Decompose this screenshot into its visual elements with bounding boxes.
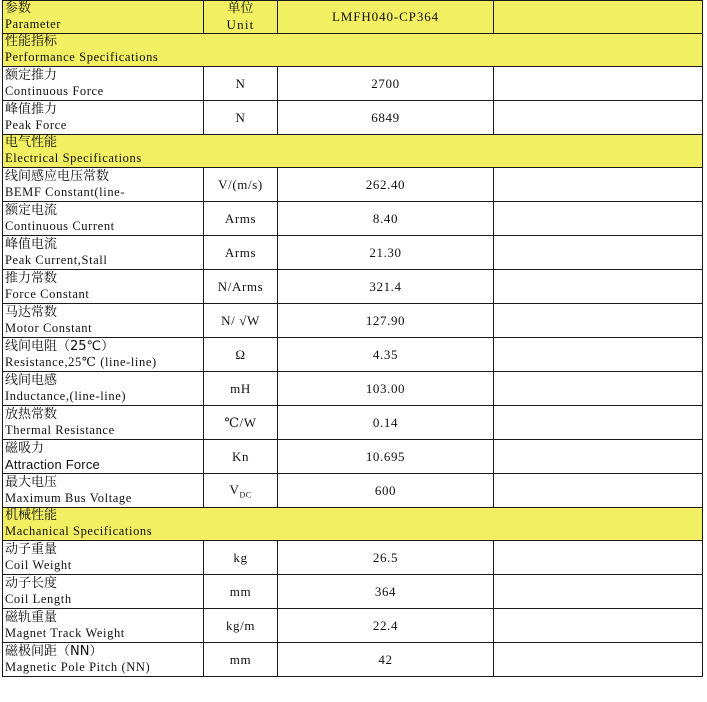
param-zh: 动子长度 xyxy=(5,575,58,591)
table-row xyxy=(3,609,703,643)
unit-cell: mm xyxy=(204,575,278,609)
table-row xyxy=(3,338,703,372)
unit-cell: kg xyxy=(204,541,278,575)
unit-cell: ℃/W xyxy=(204,406,278,440)
unit-cell: N xyxy=(204,67,278,101)
param-header-en: Parameter xyxy=(5,17,62,31)
empty-cell xyxy=(494,643,703,677)
value-cell: 6849 xyxy=(278,101,494,135)
param-cell xyxy=(3,202,204,236)
table-row xyxy=(3,236,703,270)
param-en: Motor Constant xyxy=(5,320,93,335)
value-cell: 10.695 xyxy=(278,440,494,474)
section-title xyxy=(3,34,703,67)
empty-cell xyxy=(494,609,703,643)
empty-cell xyxy=(494,406,703,440)
param-cell xyxy=(3,236,204,270)
unit-cell: V/(m/s) xyxy=(204,168,278,202)
param-cell xyxy=(3,304,204,338)
value-cell: 22.4 xyxy=(278,609,494,643)
unit-cell: mH xyxy=(204,372,278,406)
empty-cell xyxy=(494,101,703,135)
param-en: Resistance,25℃ (line-line) xyxy=(5,354,157,369)
param-zh: 线间感应电压常数 xyxy=(5,168,110,184)
param-zh: 峰值电流 xyxy=(5,236,58,252)
table-row xyxy=(3,304,703,338)
empty-cell xyxy=(494,474,703,508)
value-cell: 2700 xyxy=(278,67,494,101)
param-header xyxy=(3,1,204,34)
table-row xyxy=(3,67,703,101)
table-row xyxy=(3,372,703,406)
section-title-en: Machanical Specifications xyxy=(5,524,153,538)
unit-cell: Arms xyxy=(204,202,278,236)
table-row xyxy=(3,575,703,609)
table-row xyxy=(3,202,703,236)
empty-cell xyxy=(494,168,703,202)
param-cell xyxy=(3,372,204,406)
unit-header-en: Unit xyxy=(226,17,255,32)
value-cell: 21.30 xyxy=(278,236,494,270)
section-title xyxy=(3,135,703,168)
extra-header xyxy=(494,1,703,34)
value-cell: 364 xyxy=(278,575,494,609)
empty-cell xyxy=(494,575,703,609)
unit-subscript: DC xyxy=(239,490,252,500)
param-en: Force Constant xyxy=(5,286,90,301)
table-row xyxy=(3,541,703,575)
unit-cell: N/Arms xyxy=(204,270,278,304)
table-row xyxy=(3,101,703,135)
param-en: Attraction Force xyxy=(5,456,100,472)
param-en: Maximum Bus Voltage xyxy=(5,490,132,505)
param-cell xyxy=(3,541,204,575)
table-row xyxy=(3,440,703,474)
value-cell: 8.40 xyxy=(278,202,494,236)
param-zh: 磁极间距（NN） xyxy=(5,643,103,659)
param-zh: 线间电感 xyxy=(5,372,58,388)
value-cell: 127.90 xyxy=(278,304,494,338)
param-cell xyxy=(3,575,204,609)
param-en: Continuous Current xyxy=(5,218,115,233)
param-zh: 推力常数 xyxy=(5,270,58,286)
param-en: Magnetic Pole Pitch (NN) xyxy=(5,659,151,674)
param-cell xyxy=(3,474,204,508)
unit-cell: N/ √W xyxy=(204,304,278,338)
param-cell xyxy=(3,406,204,440)
param-cell xyxy=(3,101,204,135)
unit-cell: Kn xyxy=(204,440,278,474)
empty-cell xyxy=(494,202,703,236)
param-cell xyxy=(3,440,204,474)
table-row xyxy=(3,270,703,304)
value-cell: 0.14 xyxy=(278,406,494,440)
param-zh: 额定推力 xyxy=(5,67,58,83)
section-title-zh: 性能指标 xyxy=(5,34,58,49)
param-en: Thermal Resistance xyxy=(5,422,115,437)
section-electrical xyxy=(3,135,703,168)
table-row xyxy=(3,168,703,202)
unit-cell xyxy=(204,474,278,508)
model-header: LMFH040-CP364 xyxy=(278,1,494,34)
param-cell xyxy=(3,338,204,372)
value-cell: 600 xyxy=(278,474,494,508)
section-mechanical xyxy=(3,508,703,541)
empty-cell xyxy=(494,67,703,101)
section-title-zh: 机械性能 xyxy=(5,508,58,523)
spec-table xyxy=(2,0,703,677)
param-zh: 峰值推力 xyxy=(5,101,58,117)
section-title-zh: 电气性能 xyxy=(5,135,58,150)
unit-cell: Arms xyxy=(204,236,278,270)
section-title xyxy=(3,508,703,541)
empty-cell xyxy=(494,440,703,474)
param-zh: 线间电阻（25℃） xyxy=(5,338,115,354)
param-zh: 磁轨重量 xyxy=(5,609,58,625)
section-title-en: Electrical Specifications xyxy=(5,151,142,165)
param-zh: 放热常数 xyxy=(5,406,58,422)
param-header-zh: 参数 xyxy=(5,1,32,16)
param-cell xyxy=(3,643,204,677)
unit-header xyxy=(204,1,278,34)
value-cell: 103.00 xyxy=(278,372,494,406)
value-cell: 4.35 xyxy=(278,338,494,372)
param-cell xyxy=(3,609,204,643)
empty-cell xyxy=(494,236,703,270)
param-en: Peak Current,Stall xyxy=(5,252,108,267)
empty-cell xyxy=(494,304,703,338)
section-title-en: Performance Specifications xyxy=(5,50,159,64)
param-zh: 磁吸力 xyxy=(5,440,45,456)
unit-cell: kg/m xyxy=(204,609,278,643)
unit-main: V xyxy=(229,481,240,497)
value-cell: 26.5 xyxy=(278,541,494,575)
param-en: Continuous Force xyxy=(5,83,104,98)
param-en: Inductance,(line-line) xyxy=(5,388,127,403)
param-en: Coil Weight xyxy=(5,557,72,572)
table-row xyxy=(3,406,703,440)
param-en: Magnet Track Weight xyxy=(5,625,125,640)
param-cell xyxy=(3,168,204,202)
param-zh: 动子重量 xyxy=(5,541,58,557)
unit-cell: mm xyxy=(204,643,278,677)
value-cell: 321.4 xyxy=(278,270,494,304)
unit-cell: N xyxy=(204,101,278,135)
table-row xyxy=(3,643,703,677)
header-row xyxy=(3,1,703,34)
empty-cell xyxy=(494,541,703,575)
value-cell: 262.40 xyxy=(278,168,494,202)
unit-cell: Ω xyxy=(204,338,278,372)
value-cell: 42 xyxy=(278,643,494,677)
table-row xyxy=(3,474,703,508)
section-performance xyxy=(3,34,703,67)
param-en: Coil Length xyxy=(5,591,72,606)
param-zh: 马达常数 xyxy=(5,304,58,320)
empty-cell xyxy=(494,338,703,372)
empty-cell xyxy=(494,372,703,406)
param-cell xyxy=(3,67,204,101)
unit-header-zh: 单位 xyxy=(227,1,254,16)
param-zh: 额定电流 xyxy=(5,202,58,218)
param-en: BEMF Constant(line- xyxy=(5,184,126,199)
param-zh: 最大电压 xyxy=(5,474,58,490)
param-en: Peak Force xyxy=(5,117,67,132)
param-cell xyxy=(3,270,204,304)
empty-cell xyxy=(494,270,703,304)
